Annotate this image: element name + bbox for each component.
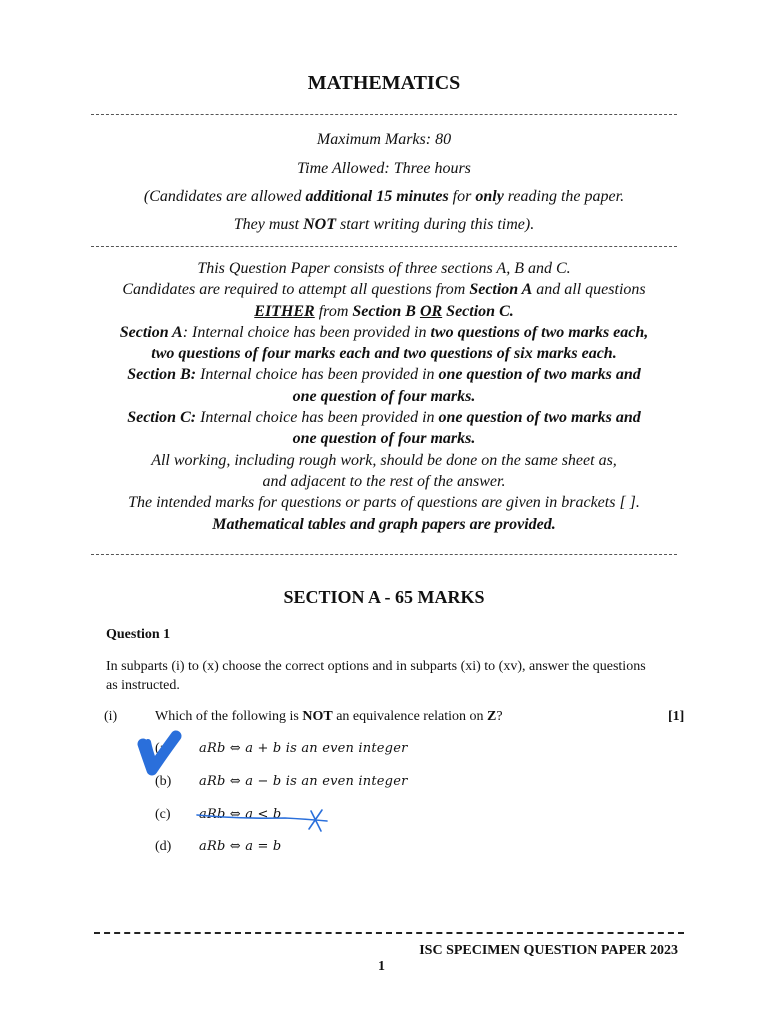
text-run: This Question Paper consists of three sections A, B and C. <box>197 260 571 277</box>
footer-divider <box>94 932 684 934</box>
bold-text: EITHER <box>254 302 315 320</box>
bold-text: one question of four marks. <box>292 430 476 448</box>
option-label: (c) <box>155 807 171 822</box>
bold-text: one question of two marks and <box>438 366 641 384</box>
question-intro: In subparts (i) to (x) choose the correct options and in subparts (xi) to (xv), answer the questions as instructed. <box>106 659 646 693</box>
footer-paper-name: ISC SPECIMEN QUESTION PAPER 2023 <box>419 943 678 958</box>
text-run: ? <box>496 709 503 724</box>
option-label: (d) <box>155 839 172 854</box>
bold-text: additional 15 minutes <box>305 188 449 205</box>
option-math: aRb ⇔ a < b <box>199 807 282 822</box>
option-math: aRb ⇔ a + b is an even integer <box>199 741 408 756</box>
text-run: Internal choice has been provided in <box>196 366 439 384</box>
bold-text: Section C: <box>127 409 197 427</box>
option-math: aRb ⇔ a − b is an even integer <box>199 774 408 789</box>
bold-text: one question of four marks. <box>292 387 476 405</box>
text-run: Which of the following is <box>155 709 303 724</box>
text-run: for <box>448 188 476 205</box>
subpart-number: (i) <box>104 709 118 724</box>
text-run: They must <box>233 216 304 233</box>
bold-text: Section C. <box>446 302 514 320</box>
text-run: The intended marks for questions or parts of questions are given in brackets [ ]. <box>128 494 640 512</box>
option-math: aRb ⇔ a = b <box>199 839 282 854</box>
bold-text: Section A <box>119 323 183 341</box>
text-run: Candidates are required to attempt all questions from <box>122 281 470 299</box>
strike-through-annotation <box>197 810 327 831</box>
bold-text: Section B <box>352 302 416 320</box>
section-title: SECTION A - 65 MARKS <box>283 587 485 607</box>
option-label: (b) <box>155 774 172 789</box>
bold-text: one question of two marks and <box>438 409 641 427</box>
max-marks: Maximum Marks: 80 <box>316 131 452 148</box>
page-number: 1 <box>378 959 385 974</box>
bold-text: Mathematical tables and graph papers are provided. <box>212 515 556 533</box>
bold-text: Section B: <box>127 366 197 384</box>
bold-text: two questions of two marks each, <box>430 323 649 341</box>
paper-title: MATHEMATICS <box>307 72 461 94</box>
text-run: and adjacent to the rest of the answer. <box>262 472 506 490</box>
text-run: and all questions <box>532 281 646 299</box>
check-mark-annotation <box>143 736 176 770</box>
bold-text: OR <box>419 302 443 320</box>
text-run: reading the paper. <box>503 188 625 205</box>
bold-text: NOT <box>303 216 336 233</box>
bold-text: NOT <box>302 709 333 724</box>
text-run: from <box>314 302 353 320</box>
text-run: (Candidates are allowed <box>143 188 306 205</box>
bold-text: two questions of four marks each and two questions of six marks each. <box>151 345 617 363</box>
text-run: All working, including rough work, should be done on the same sheet as, <box>151 451 617 469</box>
bold-text: Z <box>487 709 497 724</box>
subpart-marks: [1] <box>668 709 685 724</box>
time-allowed: Time Allowed: Three hours <box>297 160 471 177</box>
bold-text: only <box>475 188 504 205</box>
text-run: : Internal choice has been provided in <box>182 323 431 341</box>
text-run: start writing during this time). <box>335 216 535 233</box>
bold-text: Section A <box>469 281 533 299</box>
question-label: Question 1 <box>106 627 171 642</box>
text-run: an equivalence relation on <box>332 709 488 724</box>
option-label: (a) <box>155 741 171 756</box>
text-run: Internal choice has been provided in <box>196 409 439 427</box>
